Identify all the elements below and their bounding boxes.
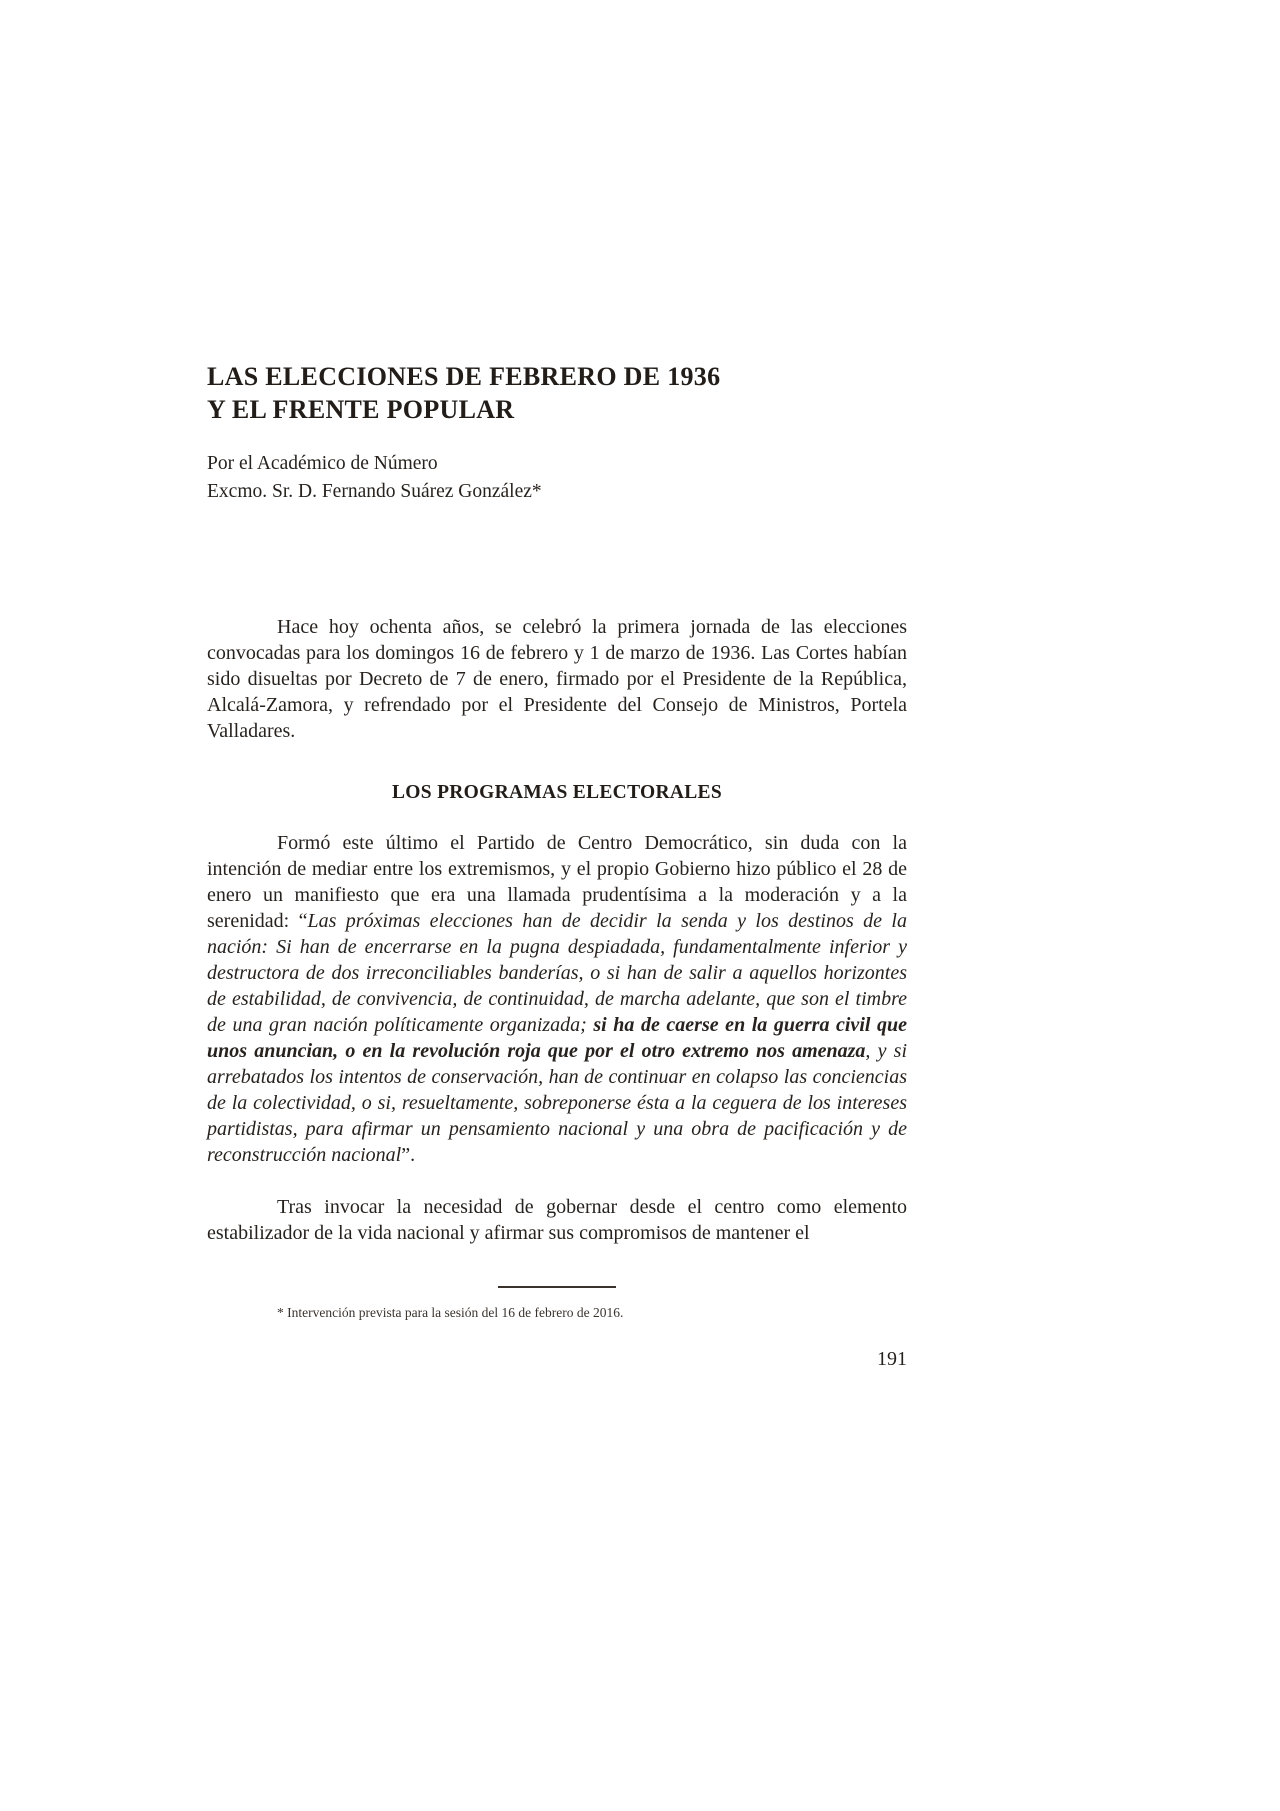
author-block [207, 450, 907, 506]
page-number: 191 [877, 1348, 907, 1370]
article-title-line-1: LAS ELECCIONES DE FEBRERO DE 1936 [207, 362, 721, 391]
author-role: Por el Académico de Número [207, 453, 438, 474]
author-name: Excmo. Sr. D. Fernando Suárez González* [207, 481, 542, 502]
manifesto-quote-italic-2: , y si arrebatados los intentos de conservación, han de continuar en colapso las conciencias de la colectividad, o si, resueltamente, sobreponerse ésta a la ceguera de los intereses partidistas, para afirmar un pensamiento nacional y una obra de pacificación y de reconstrucción nacional [207, 1040, 907, 1166]
manifesto-lead-text: Formó este último el Partido de Centro Democrático, sin duda con la intención de mediar entre los extremismos, y el propio Gobierno hizo público el 28 de enero un manifiesto que era una llamada prudentísima a la moderación y a la serenidad: “ [207, 832, 907, 932]
footnote-divider [498, 1286, 616, 1288]
closing-paragraph: Tras invocar la necesidad de gobernar desde el centro como elemento estabilizador de la vida nacional y afirmar sus compromisos de mantener el [207, 1196, 907, 1244]
manifesto-paragraph [207, 830, 907, 1168]
article-title-line-2: Y EL FRENTE POPULAR [207, 395, 515, 424]
manifesto-close-quote: ”. [401, 1144, 416, 1166]
text-column [207, 0, 907, 1371]
section-heading: LOS PROGRAMAS ELECTORALES [391, 782, 723, 803]
footnote-text: * Intervención prevista para la sesión del 16 de febrero de 2016. [277, 1305, 624, 1320]
manifesto-quote-italic-1: Las próximas elecciones han de decidir la senda y los destinos de la nación: Si han de encerrarse en la pugna despiadada, fundamentalmente inferior y destructora de dos irreconciliables banderías, o si han de salir a aquellos horizontes de estabilidad, de convivencia, de continuidad, de marcha adelante, que son el timbre de una gran nación políticamente organizada; [207, 910, 907, 1036]
intro-paragraph: Hace hoy ochenta años, se celebró la primera jornada de las elecciones convocadas para los domingos 16 de febrero y 1 de marzo de 1936. Las Cortes habían sido disueltas por Decreto de 7 de enero, firmado por el Presidente de la República, Alcalá-Zamora, y refrendado por el Presidente del Consejo de Ministros, Portela Valladares. [207, 616, 907, 742]
manifesto-quote-bold-italic: si ha de caerse en la guerra civil que unos anuncian, o en la revolución roja que por el otro extremo nos amenaza [207, 1014, 907, 1062]
article-title [207, 360, 907, 426]
